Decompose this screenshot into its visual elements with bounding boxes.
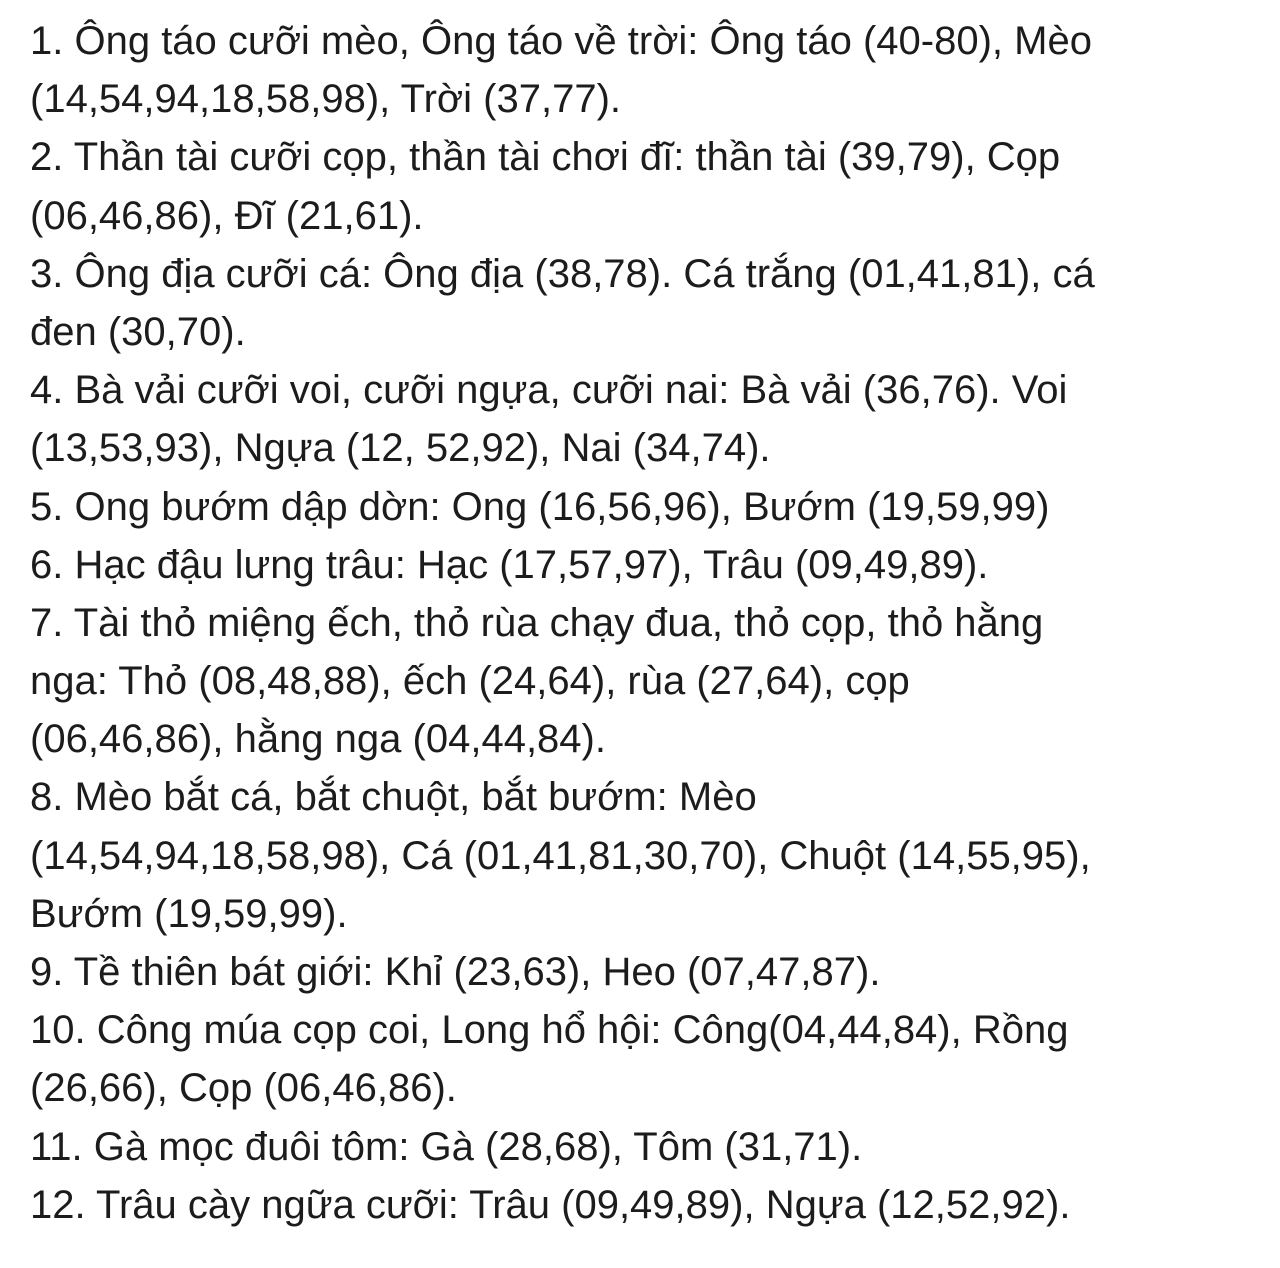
text-line: đen (30,70). [30,309,246,354]
text-line: 12. Trâu cày ngữa cưỡi: Trâu (09,49,89), Ngựa (12,52,92). [30,1182,1071,1227]
text-line: 4. Bà vải cưỡi voi, cưỡi ngựa, cưỡi nai: Bà vải (36,76). Voi [30,368,1068,413]
text-line: 7. Tài thỏ miệng ếch, thỏ rùa chạy đua, thỏ cọp, thỏ hằng [30,600,1044,645]
text-line: 1. Ông táo cưỡi mèo, Ông táo về trời: Ông táo (40-80), Mèo [30,19,1092,63]
text-line: 9. Tề thiên bát giới: Khỉ (23,63), Heo (07,47,87). [30,950,881,994]
text-line: 11. Gà mọc đuôi tôm: Gà (28,68), Tôm (31,71). [30,1124,863,1169]
text-line: nga: Thỏ (08,48,88), ếch (24,64), rùa (27,64), cọp [30,659,910,704]
text-line: 3. Ông địa cưỡi cá: Ông địa (38,78). Cá trắng (01,41,81), cá [30,251,1095,296]
text-line: 10. Công múa cọp coi, Long hổ hội: Công(04,44,84), Rồng [30,1008,1069,1053]
text-line: 2. Thần tài cưỡi cọp, thần tài chơi đĩ: thần tài (39,79), Cọp [30,135,1061,180]
text-line: 8. Mèo bắt cá, bắt chuột, bắt bướm: Mèo [30,775,757,820]
text-line: (26,66), Cọp (06,46,86). [30,1066,457,1111]
text-line: (06,46,86), Đĩ (21,61). [30,193,424,238]
text-line: Bướm (19,59,99). [30,891,348,936]
text-line: 6. Hạc đậu lưng trâu: Hạc (17,57,97), Trâu (09,49,89). [30,542,989,587]
text-line: (06,46,86), hằng nga (04,44,84). [30,717,606,762]
text-line: (14,54,94,18,58,98), Cá (01,41,81,30,70), Chuột (14,55,95), [30,833,1091,878]
text-line: (13,53,93), Ngựa (12, 52,92), Nai (34,74). [30,426,771,471]
text-line: 5. Ong bướm dập dờn: Ong (16,56,96), Bướm (19,59,99) [30,484,1050,529]
text-line: (14,54,94,18,58,98), Trời (37,77). [30,77,622,122]
